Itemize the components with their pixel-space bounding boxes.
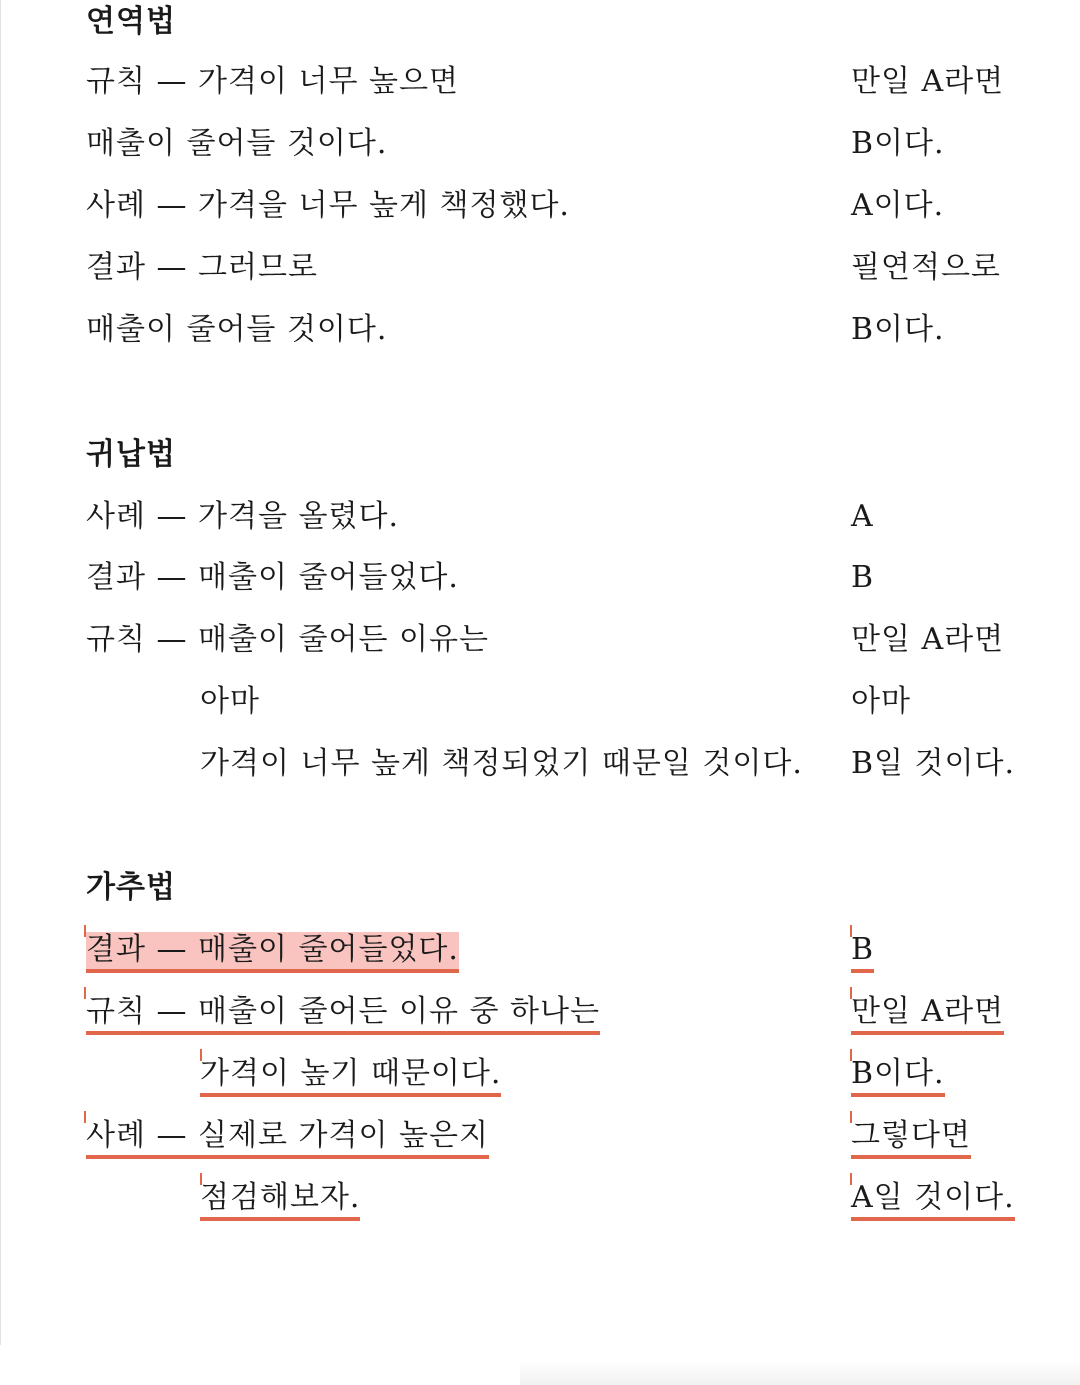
abductive-row-3-left-text: 가격이 높기 때문이다. (200, 1056, 501, 1097)
abductive-row-3-right[interactable] (851, 1054, 945, 1094)
deductive-row-3-right: A이다. (851, 188, 945, 223)
abductive-row-4-left[interactable] (86, 1116, 489, 1156)
deductive-row-3-left: 사례 — 가격을 너무 높게 책정했다. (86, 188, 570, 223)
abductive-row-3-right-text: B이다. (851, 1056, 945, 1097)
abductive-row-1-left-text: 결과 — 매출이 줄어들었다. (86, 932, 459, 973)
page-bottom-shadow (520, 1360, 1080, 1385)
inductive-row-1-right: A (851, 499, 874, 534)
inductive-row-4-left: 아마 (200, 684, 260, 719)
abductive-row-2-left-text: 규칙 — 매출이 줄어든 이유 중 하나는 (86, 994, 600, 1035)
deductive-row-2-left: 매출이 줄어들 것이다. (86, 126, 388, 161)
section-title-abductive: 가추법 (86, 870, 176, 905)
abductive-row-3-left[interactable] (200, 1054, 501, 1094)
deductive-row-5-right: B이다. (851, 312, 945, 347)
deductive-row-1-right: 만일 A라면 (851, 64, 1005, 99)
inductive-row-5-left: 가격이 너무 높게 책정되었기 때문일 것이다. (200, 746, 803, 781)
abductive-row-5-right-text: A일 것이다. (851, 1180, 1015, 1221)
inductive-row-3-left: 규칙 — 매출이 줄어든 이유는 (86, 622, 489, 657)
abductive-row-1-right[interactable] (851, 930, 874, 970)
abductive-row-4-left-text: 사례 — 실제로 가격이 높은지 (86, 1118, 489, 1159)
inductive-row-2-left: 결과 — 매출이 줄어들었다. (86, 560, 459, 595)
abductive-row-1-right-text: B (851, 932, 874, 973)
inductive-row-2-right: B (851, 560, 875, 595)
inductive-row-1-left: 사례 — 가격을 올렸다. (86, 499, 399, 534)
page-left-border (0, 0, 1, 1345)
inductive-row-5-right: B일 것이다. (851, 746, 1016, 781)
deductive-row-4-right: 필연적으로 (851, 250, 1001, 285)
deductive-row-1-left: 규칙 — 가격이 너무 높으면 (86, 64, 459, 99)
inductive-row-3-right: 만일 A라면 (851, 622, 1005, 657)
abductive-row-5-left-text: 점검해보자. (200, 1180, 360, 1221)
abductive-row-4-right[interactable] (851, 1116, 971, 1156)
abductive-row-5-left[interactable] (200, 1178, 360, 1218)
abductive-row-4-right-text: 그렇다면 (851, 1118, 971, 1159)
abductive-row-2-right[interactable] (851, 992, 1004, 1032)
deductive-row-5-left: 매출이 줄어들 것이다. (86, 312, 388, 347)
inductive-row-4-right: 아마 (851, 684, 911, 719)
abductive-row-1-left[interactable] (86, 930, 459, 970)
abductive-row-2-right-text: 만일 A라면 (851, 994, 1004, 1035)
section-title-inductive: 귀납법 (86, 437, 176, 472)
deductive-row-4-left: 결과 — 그러므로 (86, 250, 318, 285)
abductive-row-5-right[interactable] (851, 1178, 1015, 1218)
section-title-deductive: 연역법 (86, 4, 176, 39)
deductive-row-2-right: B이다. (851, 126, 945, 161)
abductive-row-2-left[interactable] (86, 992, 600, 1032)
